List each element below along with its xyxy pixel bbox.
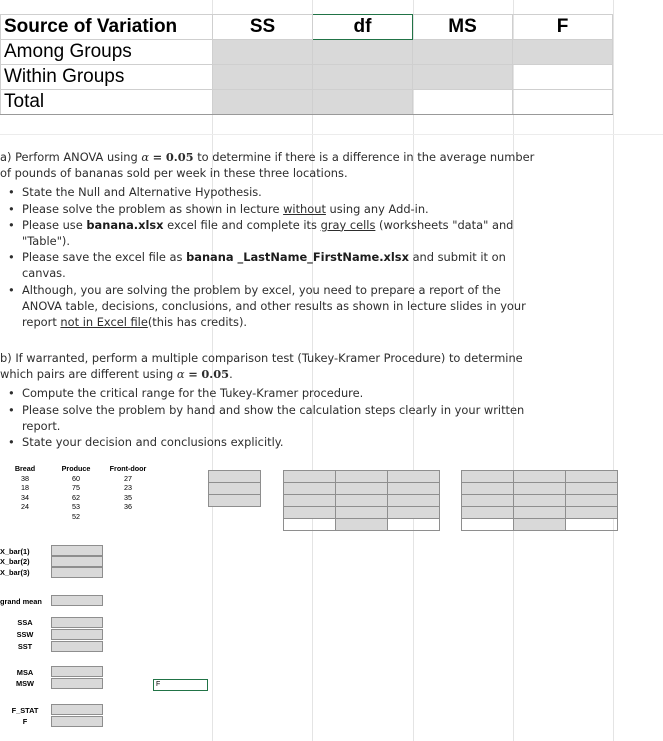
table-row: [0, 493, 154, 503]
xbar-3-cell[interactable]: [51, 567, 103, 578]
grand-mean-cell[interactable]: [51, 595, 103, 606]
table-cell[interactable]: 23: [124, 483, 132, 493]
within-f-cell[interactable]: [513, 65, 613, 90]
table-cell[interactable]: 18: [21, 483, 29, 493]
total-ms-cell[interactable]: [413, 90, 513, 115]
block-cell[interactable]: [388, 483, 440, 495]
header-df[interactable]: df: [313, 15, 413, 40]
block-cell[interactable]: [462, 471, 514, 483]
sst-cell[interactable]: [51, 641, 103, 652]
row-label-within[interactable]: Within Groups: [1, 65, 213, 90]
block-cell[interactable]: [388, 507, 440, 519]
table-cell[interactable]: 62: [72, 492, 80, 502]
block-cell[interactable]: [514, 483, 566, 495]
label-ssw: SSW: [16, 630, 34, 639]
block-cell[interactable]: [336, 471, 388, 483]
part-a-intro: a) Perform ANOVA using α = 0.05 to determine if there is a difference in the average number of pounds of bananas sold per week in these three locations.: [0, 150, 535, 181]
block-cell[interactable]: [462, 483, 514, 495]
block-cell[interactable]: [336, 507, 388, 519]
header-ms[interactable]: MS: [413, 15, 513, 40]
label-xbar-2: X_bar(2): [0, 557, 30, 566]
header-source[interactable]: Source of Variation: [1, 15, 213, 40]
table-cell[interactable]: [0, 512, 50, 522]
block-cell[interactable]: [336, 495, 388, 507]
list-item: • State your decision and conclusions explicitly.: [0, 434, 535, 450]
table-cell[interactable]: 38: [21, 473, 29, 483]
label-xbar-3: X_bar(3): [0, 568, 30, 577]
block-cell[interactable]: [388, 471, 440, 483]
block-cell[interactable]: [566, 483, 618, 495]
part-b-intro: b) If warranted, perform a multiple comparison test (Tukey-Kramer Procedure) to determine which pairs are different using α = 0.05.: [0, 351, 523, 382]
part-b-list: [0, 385, 535, 450]
table-row: [0, 512, 154, 522]
table-cell[interactable]: 34: [21, 492, 29, 502]
msa-cell[interactable]: [51, 666, 103, 677]
within-ss-cell[interactable]: [213, 65, 313, 90]
label-msw: MSW: [15, 679, 35, 688]
part-a-list: [0, 184, 535, 330]
list-item: • Compute the critical range for the Tukey-Kramer procedure.: [0, 385, 535, 401]
block-cell[interactable]: [566, 471, 618, 483]
list-item: • Please solve the problem as shown in lecture without using any Add-in.: [0, 201, 535, 217]
table-cell[interactable]: 75: [72, 483, 80, 493]
table-row: [0, 483, 154, 493]
table-cell[interactable]: 53: [72, 502, 80, 512]
table-cell[interactable]: 60: [72, 473, 80, 483]
list-item: • Although, you are solving the problem by excel, you need to prepare a report of the ANOVA table, decisions, conclusions, and other results as shown in lecture slides in your report not in Excel file(this has credits).: [0, 282, 535, 331]
label-grand-mean: grand mean: [0, 597, 42, 606]
anova-table: [0, 14, 613, 115]
table-cell[interactable]: 52: [72, 511, 80, 521]
block-cell[interactable]: [514, 507, 566, 519]
f-selected-cell[interactable]: F: [153, 679, 208, 691]
block-cell[interactable]: [388, 495, 440, 507]
header-front-door[interactable]: Front-door: [109, 464, 147, 474]
table-cell[interactable]: 27: [124, 473, 132, 483]
total-ss-cell[interactable]: [213, 90, 313, 115]
block-deviations-1: [283, 470, 440, 531]
anova-header-row: [1, 15, 613, 40]
label-f-stat: F_STAT: [11, 706, 39, 715]
header-f[interactable]: F: [513, 15, 613, 40]
label-msa: MSA: [16, 668, 34, 677]
list-item: • Please use banana.xlsx excel file and complete its gray cells (worksheets "data" and "Table").: [0, 217, 535, 249]
table-row: [0, 474, 154, 484]
total-df-cell[interactable]: [313, 90, 413, 115]
among-ss-cell[interactable]: [213, 40, 313, 65]
label-xbar-1: X_bar(1): [0, 547, 30, 556]
total-f-cell[interactable]: [513, 90, 613, 115]
block-cell[interactable]: [566, 495, 618, 507]
row-label-among[interactable]: Among Groups: [1, 40, 213, 65]
xbar-2-cell[interactable]: [51, 556, 103, 567]
table-row: [0, 502, 154, 512]
block-cell[interactable]: [566, 507, 618, 519]
block-cell[interactable]: [209, 471, 261, 483]
block-cell[interactable]: [514, 471, 566, 483]
f-cell[interactable]: [51, 716, 103, 727]
block-cell[interactable]: [284, 471, 336, 483]
block-cell[interactable]: [284, 495, 336, 507]
within-ms-cell[interactable]: [413, 65, 513, 90]
header-ss[interactable]: SS: [213, 15, 313, 40]
block-cell[interactable]: [462, 495, 514, 507]
ssa-cell[interactable]: [51, 617, 103, 628]
block-means: [208, 470, 261, 507]
label-sst: SST: [17, 642, 33, 651]
block-cell[interactable]: [514, 495, 566, 507]
within-df-cell[interactable]: [313, 65, 413, 90]
list-item: • Please solve the problem by hand and show the calculation steps clearly in your written report.: [0, 402, 535, 434]
table-cell[interactable]: 35: [124, 492, 132, 502]
block-cell[interactable]: [462, 519, 514, 531]
block-cell[interactable]: [284, 483, 336, 495]
msw-cell[interactable]: [51, 678, 103, 689]
anova-row-within: [1, 65, 613, 90]
block-cell[interactable]: [514, 519, 566, 531]
data-table: [0, 464, 154, 521]
anova-row-among: [1, 40, 613, 65]
block-cell[interactable]: [336, 519, 388, 531]
block-deviations-2: [461, 470, 618, 531]
block-cell[interactable]: [284, 507, 336, 519]
data-header-row: [0, 464, 154, 474]
table-cell[interactable]: 24: [21, 502, 29, 512]
anova-row-total: [1, 90, 613, 115]
f-stat-cell[interactable]: [51, 704, 103, 715]
among-ms-cell[interactable]: [413, 40, 513, 65]
block-cell[interactable]: [284, 519, 336, 531]
part-b-instructions: [0, 350, 535, 450]
among-f-cell[interactable]: [513, 40, 613, 65]
block-cell[interactable]: [388, 519, 440, 531]
table-cell[interactable]: 36: [124, 502, 132, 512]
among-df-cell[interactable]: [313, 40, 413, 65]
part-a-instructions: [0, 149, 535, 330]
header-bread[interactable]: Bread: [14, 464, 36, 474]
row-label-total[interactable]: Total: [1, 90, 213, 115]
block-cell[interactable]: [209, 495, 261, 507]
block-cell[interactable]: [209, 483, 261, 495]
table-cell[interactable]: [102, 512, 154, 522]
ssw-cell[interactable]: [51, 629, 103, 640]
xbar-1-cell[interactable]: [51, 545, 103, 556]
header-produce[interactable]: Produce: [61, 464, 91, 474]
block-cell[interactable]: [462, 507, 514, 519]
label-ssa: SSA: [17, 618, 33, 627]
label-f: F: [22, 717, 28, 726]
block-cell[interactable]: [566, 519, 618, 531]
list-item: • Please save the excel file as banana _LastName_FirstName.xlsx and submit it on canvas.: [0, 249, 535, 281]
block-cell[interactable]: [336, 483, 388, 495]
list-item: • State the Null and Alternative Hypothesis.: [0, 184, 535, 200]
